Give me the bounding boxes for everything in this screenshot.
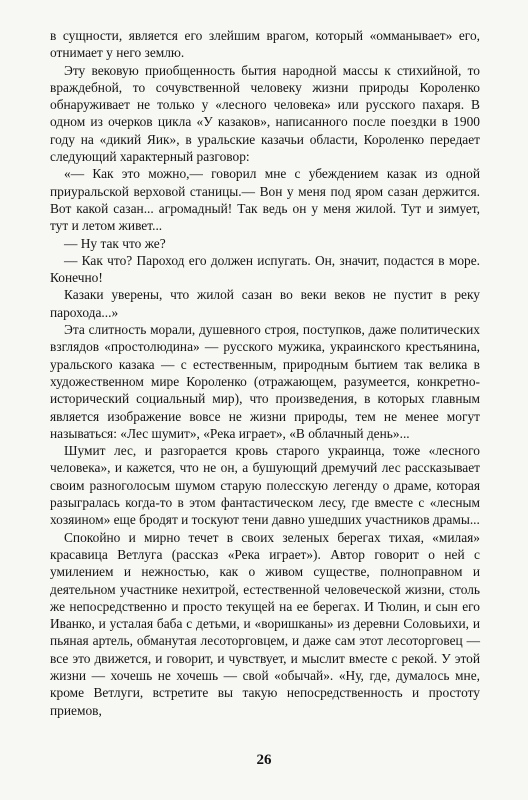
paragraph-2: Эту вековую приобщенность бытия народной массы к стихийной, то враждебной, то сочувственной человеку жизни природы Короленко обнаруживает не только у «лесного человека» или русского пахаря. В одном из очерков цикла «У казаков», написанного после поездки в 1900 году на «дикий Яик», в уральские казачьи области, Короленко передает следующий характерный разговор: xyxy=(50,62,480,165)
paragraph-4: Шумит лес, и разгорается кровь старого украинца, тоже «лесного человека», и кажется, что не он, а бушующий дремучий лес рассказывает своим разноголосым шумом старую полесскую легенду о драме, которая разыгралась когда-то в этом фантастическом лесу, где вместе с «лесным хозяином» еще бродят и тоскуют тени давно ушедших участников драмы... xyxy=(50,443,480,528)
page-text xyxy=(50,27,480,719)
quote-paragraph-3: — Как что? Пароход его должен испугать. Он, значит, подастся в море. Конечно! xyxy=(50,252,480,286)
quote-paragraph-4: Казаки уверены, что жилой сазан во веки веков не пустит в реку парохода...» xyxy=(50,287,480,320)
paragraph-5: Спокойно и мирно течет в своих зеленых берегах тихая, «милая» красавица Ветлуга (рассказ «Река играет»). Автор говорит о ней с умилением и нежностью, как о живом существе, полноправном и деятельном участнике нехитрой, естественной человеческой жизни, столь же непосредственно и просто текущей на ее берегах. И Тюлин, и сын его Иванко, и усталая баба с детьми, и «воришканы» из деревни Соловьихи, и пьяная артель, обманутая лесоторговцем, и даже сам этот лесоторговец — все это движется, и говорит, и чувствует, и мыслит вместе с рекой. У этой жизни — хочешь не хочешь — свой «обычай». «Ну, где, думалось мне, кроме Ветлуги, встретите вы такую непосредственность и простоту приемов, xyxy=(50,529,480,718)
page-number: 26 xyxy=(256,752,272,768)
quote-paragraph-1: «— Как это можно,— говорил мне с убеждением казак из одной приуральской верховой станицы.— Вон у меня под яром сазан держится. Вот какой сазан... агромадный! Так ведь он у меня жилой. Тут и зимует, тут и летом живет... xyxy=(50,166,480,234)
quote-paragraph-2: — Ну так что же? xyxy=(64,235,166,251)
paragraph-1: в сущности, является его злейшим врагом, который «омманывает» его, отнимает у него землю. xyxy=(50,28,480,61)
paragraph-3: Эта слитность морали, душевного строя, поступков, даже политических взглядов «простолюдина» — русского мужика, украинского крестьянина, уральского казака — с естественным, природным бытием так велика в художественном мире Короленко (отражающем, разумеется, конкретно-исторический социальный мир), что произведения, в которых главным является изображение вовсе не жизни природы, тем не менее могут называться: «Лес шумит», «Река играет», «В облачный день»... xyxy=(50,322,480,441)
